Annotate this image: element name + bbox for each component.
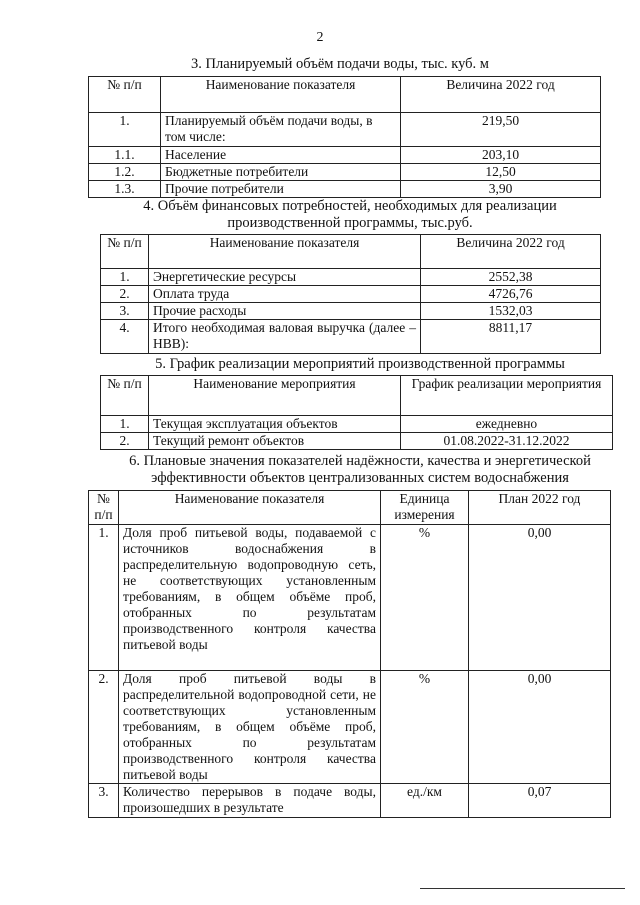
header-number: № п/п	[89, 491, 119, 525]
row-unit: ед./км	[381, 784, 469, 818]
header-unit: Единица измерения	[381, 491, 469, 525]
row-number: 2.	[101, 433, 149, 450]
header-number: № п/п	[101, 235, 149, 269]
row-number: 1.3.	[89, 181, 161, 198]
row-number: 1.	[89, 113, 161, 147]
row-number: 1.	[101, 416, 149, 433]
row-label: Количество перерывов в подаче воды, произошедших в результате	[119, 784, 381, 818]
row-value: 2552,38	[421, 269, 601, 286]
header-number: № п/п	[89, 77, 161, 113]
table-header-row	[101, 376, 613, 416]
table-row	[89, 164, 601, 181]
row-value: ежедневно	[401, 416, 613, 433]
section-5-title: 5. График реализации мероприятий производственной программы	[155, 356, 565, 372]
header-schedule: График реализации мероприятия	[401, 376, 613, 416]
row-value: 4726,76	[421, 286, 601, 303]
table-row	[89, 525, 611, 671]
section-3-title: 3. Планируемый объём подачи воды, тыс. куб. м	[191, 56, 489, 72]
header-indicator: Наименование показателя	[161, 77, 401, 113]
table-schedule	[100, 375, 613, 450]
row-number: 2.	[101, 286, 149, 303]
row-value: 12,50	[401, 164, 601, 181]
row-value: 0,07	[469, 784, 611, 818]
row-number: 1.	[89, 525, 119, 671]
row-label: Текущий ремонт объектов	[149, 433, 401, 450]
footer-rule	[420, 888, 625, 889]
page-number: 2	[316, 30, 324, 45]
table-row	[101, 286, 601, 303]
row-value: 1532,03	[421, 303, 601, 320]
row-label: Доля проб питьевой воды, подаваемой с источников водоснабжения в распределительную водопроводную сеть, не соответствующих установленным требованиям, в общем объёме проб, отобранных по результатам производственного контроля качества питьевой воды	[119, 525, 381, 671]
row-label: Итого необходимая валовая выручка (далее – НВВ):	[149, 320, 421, 354]
row-value: 203,10	[401, 147, 601, 164]
row-label: Планируемый объём подачи воды, в том числе:	[161, 113, 401, 147]
row-number: 3.	[101, 303, 149, 320]
table-water-volume	[88, 76, 601, 198]
section-4-title: 4. Объём финансовых потребностей, необходимых для реализации производственной программы, тыс.руб.	[143, 198, 557, 231]
table-row	[101, 303, 601, 320]
header-activity: Наименование мероприятия	[149, 376, 401, 416]
row-number: 1.2.	[89, 164, 161, 181]
row-label: Прочие расходы	[149, 303, 421, 320]
header-number: № п/п	[101, 376, 149, 416]
section-6-title: 6. Плановые значения показателей надёжности, качества и энергетической эффективности объектов централизованных систем водоснабжения	[129, 453, 591, 486]
row-label: Население	[161, 147, 401, 164]
table-row	[101, 433, 613, 450]
row-value: 01.08.2022-31.12.2022	[401, 433, 613, 450]
row-number: 1.1.	[89, 147, 161, 164]
header-indicator: Наименование показателя	[149, 235, 421, 269]
row-unit: %	[381, 525, 469, 671]
row-value: 219,50	[401, 113, 601, 147]
row-label: Оплата труда	[149, 286, 421, 303]
table-row	[89, 671, 611, 784]
row-number: 3.	[89, 784, 119, 818]
row-label: Текущая эксплуатация объектов	[149, 416, 401, 433]
table-row	[89, 147, 601, 164]
row-label: Энергетические ресурсы	[149, 269, 421, 286]
table-row	[89, 181, 601, 198]
header-plan: План 2022 год	[469, 491, 611, 525]
row-value: 8811,17	[421, 320, 601, 354]
table-row	[89, 784, 611, 818]
table-row	[101, 416, 613, 433]
row-value: 0,00	[469, 671, 611, 784]
table-financial-needs	[100, 234, 601, 354]
header-value: Величина 2022 год	[421, 235, 601, 269]
row-number: 1.	[101, 269, 149, 286]
row-label: Доля проб питьевой воды в распределительной водопроводной сети, не соответствующих установленным требованиям, в общем объёме проб, отобранных по результатам производственного контроля качества питьевой воды	[119, 671, 381, 784]
row-value: 3,90	[401, 181, 601, 198]
table-row	[101, 269, 601, 286]
row-label: Бюджетные потребители	[161, 164, 401, 181]
table-row	[101, 320, 601, 354]
row-number: 4.	[101, 320, 149, 354]
row-value: 0,00	[469, 525, 611, 671]
table-header-row	[101, 235, 601, 269]
row-label: Прочие потребители	[161, 181, 401, 198]
header-value: Величина 2022 год	[401, 77, 601, 113]
row-number: 2.	[89, 671, 119, 784]
table-row	[89, 113, 601, 147]
table-header-row	[89, 491, 611, 525]
table-header-row	[89, 77, 601, 113]
table-performance-indicators	[88, 490, 611, 818]
header-indicator: Наименование показателя	[119, 491, 381, 525]
row-unit: %	[381, 671, 469, 784]
